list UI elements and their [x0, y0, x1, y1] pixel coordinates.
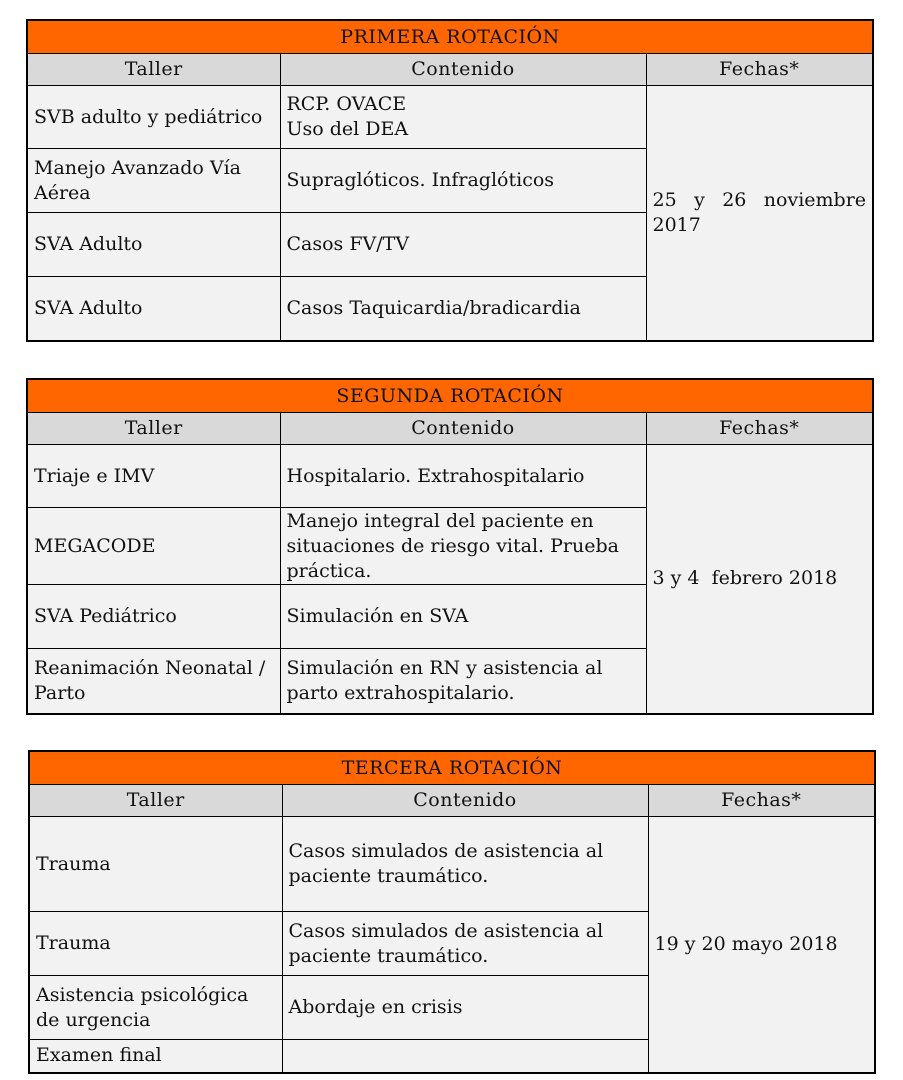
taller-cell: SVA Adulto	[27, 213, 280, 277]
taller-cell: SVA Pediátrico	[27, 585, 280, 649]
column-header-fechas: Fechas*	[648, 785, 875, 817]
contenido-cell: Simulación en RN y asistencia al parto extrahospitalario.	[280, 649, 646, 714]
column-header-contenido: Contenido	[280, 413, 646, 445]
table-title: SEGUNDA ROTACIÓN	[27, 379, 873, 413]
taller-cell: Asistencia psicológica de urgencia	[29, 976, 282, 1040]
taller-cell: MEGACODE	[27, 508, 280, 585]
column-header-fechas: Fechas*	[646, 413, 873, 445]
fechas-cell: 3 y 4 febrero 2018	[646, 445, 873, 714]
contenido-cell: RCP. OVACE Uso del DEA	[280, 86, 646, 149]
fechas-cell: 19 y 20 mayo 2018	[648, 817, 875, 1073]
contenido-cell: Casos Taquicardia/bradicardia	[280, 277, 646, 341]
table-title: TERCERA ROTACIÓN	[29, 751, 875, 785]
column-header-taller: Taller	[29, 785, 282, 817]
contenido-cell: Simulación en SVA	[280, 585, 646, 649]
contenido-cell: Casos simulados de asistencia al paciente traumático.	[282, 912, 648, 976]
column-header-taller: Taller	[27, 413, 280, 445]
column-header-contenido: Contenido	[282, 785, 648, 817]
fechas-cell: 25 y 26 noviembre 2017	[646, 86, 873, 341]
primera-rotacion-table	[26, 19, 874, 342]
taller-cell: Manejo Avanzado Vía Aérea	[27, 149, 280, 213]
contenido-cell	[282, 1040, 648, 1073]
contenido-cell: Supraglóticos. Infraglóticos	[280, 149, 646, 213]
segunda-rotacion-table	[26, 378, 874, 715]
contenido-cell: Casos FV/TV	[280, 213, 646, 277]
taller-cell: Trauma	[29, 912, 282, 976]
contenido-cell: Abordaje en crisis	[282, 976, 648, 1040]
taller-cell: SVA Adulto	[27, 277, 280, 341]
taller-cell: Reanimación Neonatal / Parto	[27, 649, 280, 714]
column-header-contenido: Contenido	[280, 54, 646, 86]
contenido-cell: Casos simulados de asistencia al paciente traumático.	[282, 817, 648, 912]
table-title: PRIMERA ROTACIÓN	[27, 20, 873, 54]
contenido-cell: Hospitalario. Extrahospitalario	[280, 445, 646, 508]
tercera-rotacion-table	[28, 750, 876, 1074]
taller-cell: Triaje e IMV	[27, 445, 280, 508]
taller-cell: Examen final	[29, 1040, 282, 1073]
column-header-taller: Taller	[27, 54, 280, 86]
column-header-fechas: Fechas*	[646, 54, 873, 86]
taller-cell: Trauma	[29, 817, 282, 912]
contenido-cell: Manejo integral del paciente en situaciones de riesgo vital. Prueba práctica.	[280, 508, 646, 585]
taller-cell: SVB adulto y pediátrico	[27, 86, 280, 149]
